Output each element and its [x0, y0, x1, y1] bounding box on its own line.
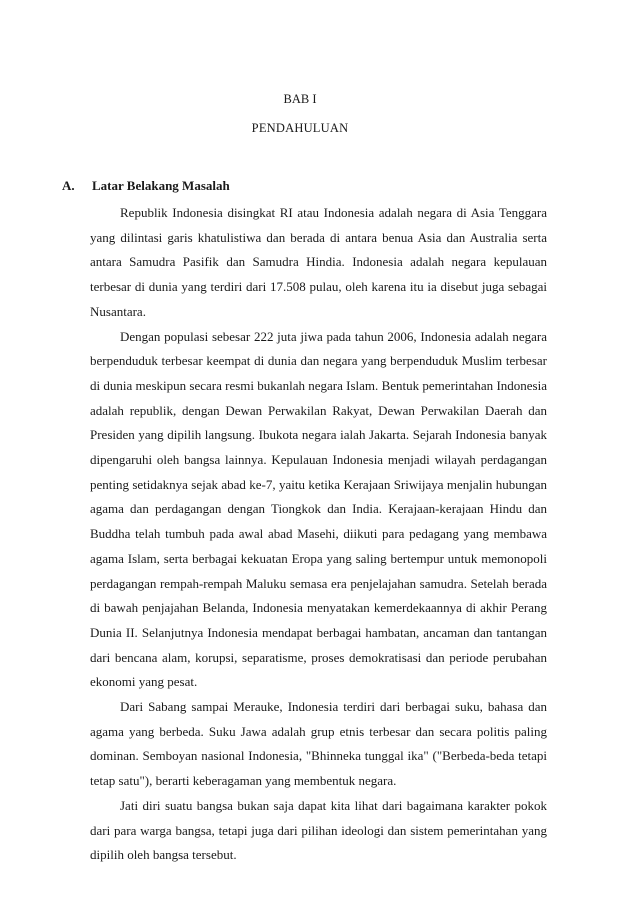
paragraph: Republik Indonesia disingkat RI atau Indonesia adalah negara di Asia Tenggara yang dilintasi garis khatulistiwa dan berada di antara benua Asia dan Australia serta antara Samudra Pasifik dan Samudra Hindia. Indonesia adalah negara kepulauan terbesar di dunia yang terdiri dari 17.508 pulau, oleh karena itu ia disebut juga sebagai Nusantara. [90, 205, 547, 319]
paragraph: Jati diri suatu bangsa bukan saja dapat kita lihat dari bagaimana karakter pokok dari para warga bangsa, tetapi juga dari pilihan ideologi dan sistem pemerintahan yang dipilih oleh bangsa tersebut. [90, 797, 547, 863]
paragraph: Dari Sabang sampai Merauke, Indonesia terdiri dari berbagai suku, bahasa dan agama yang berbeda. Suku Jawa adalah grup etnis terbesar dan secara politis paling dominan. Semboyan nasional Indonesia, "Bhinneka tunggal ika" ("Berbeda-beda tetapi tetap satu"), berarti keberagaman yang membentuk negara. [90, 699, 547, 789]
chapter-number: BAB I [283, 92, 317, 106]
section-heading [62, 178, 562, 194]
section-marker: A. [62, 178, 75, 193]
section-title: Latar Belakang Masalah [92, 178, 230, 193]
chapter-title: PENDAHULUAN [251, 121, 349, 135]
paragraph: Dengan populasi sebesar 222 juta jiwa pada tahun 2006, Indonesia adalah negara berpenduduk terbesar keempat di dunia dan negara yang berpenduduk Muslim terbesar di dunia meskipun secara resmi bukanlah negara Islam. Bentuk pemerintahan Indonesia adalah republik, dengan Dewan Perwakilan Rakyat, Dewan Perwakilan Daerah dan Presiden yang dipilih langsung. Ibukota negara ialah Jakarta. Sejarah Indonesia banyak dipengaruhi oleh bangsa lainnya. Kepulauan Indonesia menjadi wilayah perdagangan penting setidaknya sejak abad ke-7, yaitu ketika Kerajaan Sriwijaya menjalin hubungan agama dan perdagangan dengan Tiongkok dan India. Kerajaan-kerajaan Hindu dan Buddha telah tumbuh pada awal abad Masehi, diikuti para pedagang yang membawa agama Islam, serta berbagai kekuatan Eropa yang saling bertempur untuk memonopoli perdagangan rempah-rempah Maluku semasa era penjelajahan samudra. Setelah berada di bawah penjajahan Belanda, Indonesia menyatakan kemerdekaannya di akhir Perang Dunia II. Selanjutnya Indonesia mendapat berbagai hambatan, ancaman dan tantangan dari bencana alam, korupsi, separatisme, proses demokratisasi dan periode perubahan ekonomi yang pesat. [90, 328, 547, 690]
body-text [90, 201, 547, 868]
